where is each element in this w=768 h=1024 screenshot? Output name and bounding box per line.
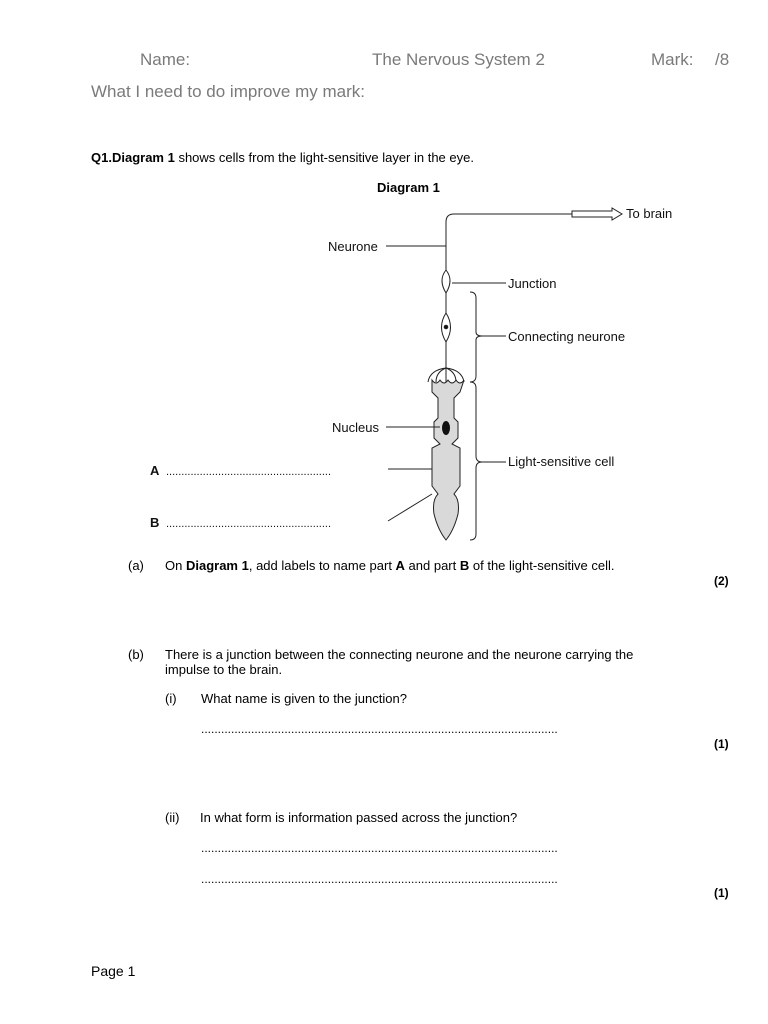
label-b: B — [150, 515, 160, 530]
part-b-i-label: (i) — [165, 691, 177, 706]
part-a-marks: (2) — [714, 574, 729, 588]
q1-intro-rest: shows cells from the light-sensitive layer in the eye. — [174, 150, 474, 165]
nucleus — [442, 421, 450, 435]
junction-shape — [442, 270, 450, 293]
part-b-label: (b) — [128, 647, 144, 662]
dendrites — [428, 368, 464, 382]
to-brain-arrow — [572, 208, 622, 220]
label-b-answer-line[interactable]: ...................................................... — [166, 518, 332, 530]
junction-label: Junction — [508, 276, 557, 291]
part-b-text-line1: There is a junction between the connecting neurone and the neurone carrying the — [165, 647, 634, 662]
part-a-text-1: On — [165, 558, 186, 573]
part-b-text-line2: impulse to the brain. — [165, 662, 283, 677]
diagram-title: Diagram 1 — [377, 180, 440, 195]
part-b-ii-label: (ii) — [165, 810, 180, 825]
nucleus-label: Nucleus — [332, 420, 379, 435]
mark-label: Mark: — [651, 50, 694, 69]
part-a-bold-1: Diagram 1 — [185, 558, 249, 573]
to-brain-label: To brain — [626, 206, 673, 221]
mark-total: /8 — [715, 50, 730, 69]
part-a-bold-3: B — [459, 558, 470, 573]
label-a-answer-line[interactable]: ...................................................... — [166, 466, 332, 478]
name-label: Name: — [140, 50, 191, 69]
part-a-text — [165, 558, 615, 573]
part-b-ii-text: In what form is information passed across the junction? — [200, 810, 518, 825]
part-a-bold-2: A — [395, 558, 405, 573]
part-b-ii-answer-line-2[interactable]: ........................................................................................................... — [201, 872, 558, 886]
part-b-ii-marks: (1) — [714, 886, 729, 900]
q1-intro-bold: Diagram 1 — [111, 150, 175, 165]
part-a-text-4: of the light-sensitive cell. — [469, 558, 615, 573]
q1-number: Q1. — [91, 150, 112, 165]
part-b-i-answer-line[interactable]: ........................................................................................................... — [201, 722, 558, 736]
light-sensitive-cell-label: Light-sensitive cell — [508, 454, 615, 469]
part-a-label: (a) — [128, 558, 144, 573]
light-cell-bracket — [470, 382, 482, 540]
neurone-label: Neurone — [328, 239, 378, 254]
neurone-axon — [446, 214, 572, 270]
part-a-text-3: and part — [404, 558, 460, 573]
part-b-i-text: What name is given to the junction? — [201, 691, 407, 706]
improve-label: What I need to do improve my mark: — [91, 82, 365, 101]
light-sensitive-cell — [432, 380, 464, 540]
label-a: A — [150, 463, 160, 478]
part-b-i-marks: (1) — [714, 737, 729, 751]
page-number: Page 1 — [91, 963, 136, 979]
b-pointer — [388, 494, 432, 521]
connecting-neurone-label: Connecting neurone — [508, 329, 626, 344]
connecting-bracket — [470, 292, 482, 382]
part-a-text-2: , add labels to name part — [248, 558, 396, 573]
worksheet-title: The Nervous System 2 — [372, 50, 545, 69]
part-b-ii-answer-line-1[interactable]: ........................................................................................................... — [201, 841, 558, 855]
